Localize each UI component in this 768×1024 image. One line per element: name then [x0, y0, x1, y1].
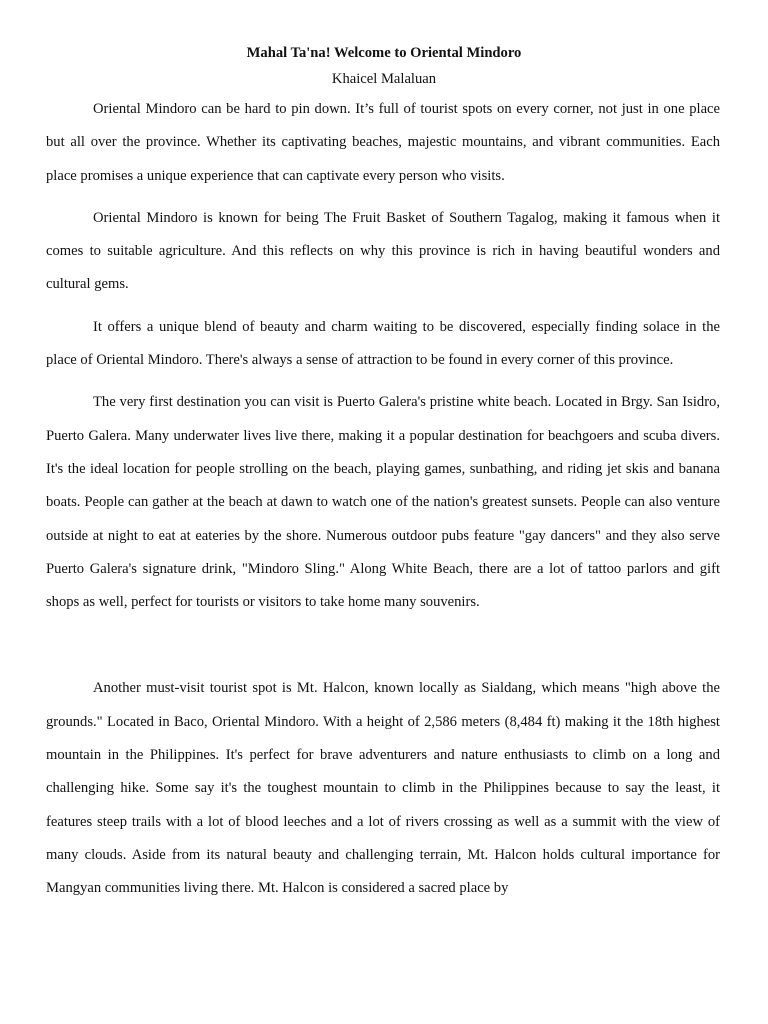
paragraph-fruit-basket: Oriental Mindoro is known for being The Fruit Basket of Southern Tagalog, making it famous when it comes to suitable agriculture. And this reflects on why this province is rich in having beautiful wonders and cultural gems.: [46, 209, 720, 293]
document-body: [46, 93, 720, 906]
document-title: Mahal Ta'na! Welcome to Oriental Mindoro: [246, 45, 522, 61]
paragraph-beauty-charm: It offers a unique blend of beauty and charm waiting to be discovered, especially finding solace in the place of Oriental Mindoro. There's always a sense of attraction to be found in every corner of this province.: [46, 318, 720, 369]
paragraph-puerto-galera: The very first destination you can visit is Puerto Galera's pristine white beach. Located in Brgy. San Isidro, Puerto Galera. Many underwater lives live there, making it a popular destination for beachgoers and scuba divers. It's the ideal location for people strolling on the beach, playing games, sunbathing, and riding jet skis and banana boats. People can gather at the beach at dawn to watch one of the nation's greatest sunsets. People can also venture outside at night to eat at eateries by the shore. Numerous outdoor pubs feature "gay dancers" and they also serve Puerto Galera's signature drink, "Mindoro Sling." Along White Beach, there are a lot of tattoo parlors and gift shops as well, perfect for tourists or visitors to take home many souvenirs.: [46, 394, 720, 611]
author-name: Khaicel Malaluan: [331, 71, 437, 87]
paragraph-mt-halcon: Another must-visit tourist spot is Mt. Halcon, known locally as Sialdang, which means "high above the grounds." Located in Baco, Oriental Mindoro. With a height of 2,586 meters (8,484 ft) making it the 18th highest mountain in the Philippines. It's perfect for brave adventurers and nature enthusiasts to climb on a long and challenging hike. Some say it's the toughest mountain to climb in the Philippines because to say the least, it features steep trails with a lot of blood leeches and a lot of rivers crossing as well as a summit with the view of many clouds. Aside from its natural beauty and challenging terrain, Mt. Halcon holds cultural importance for Mangyan communities living there. Mt. Halcon is considered a sacred place by: [46, 680, 720, 897]
paragraph-intro: Oriental Mindoro can be hard to pin down. It’s full of tourist spots on every corner, not just in one place but all over the province. Whether its captivating beaches, majestic mountains, and vibrant communities. Each place promises a unique experience that can captivate every person who visits.: [46, 101, 720, 184]
